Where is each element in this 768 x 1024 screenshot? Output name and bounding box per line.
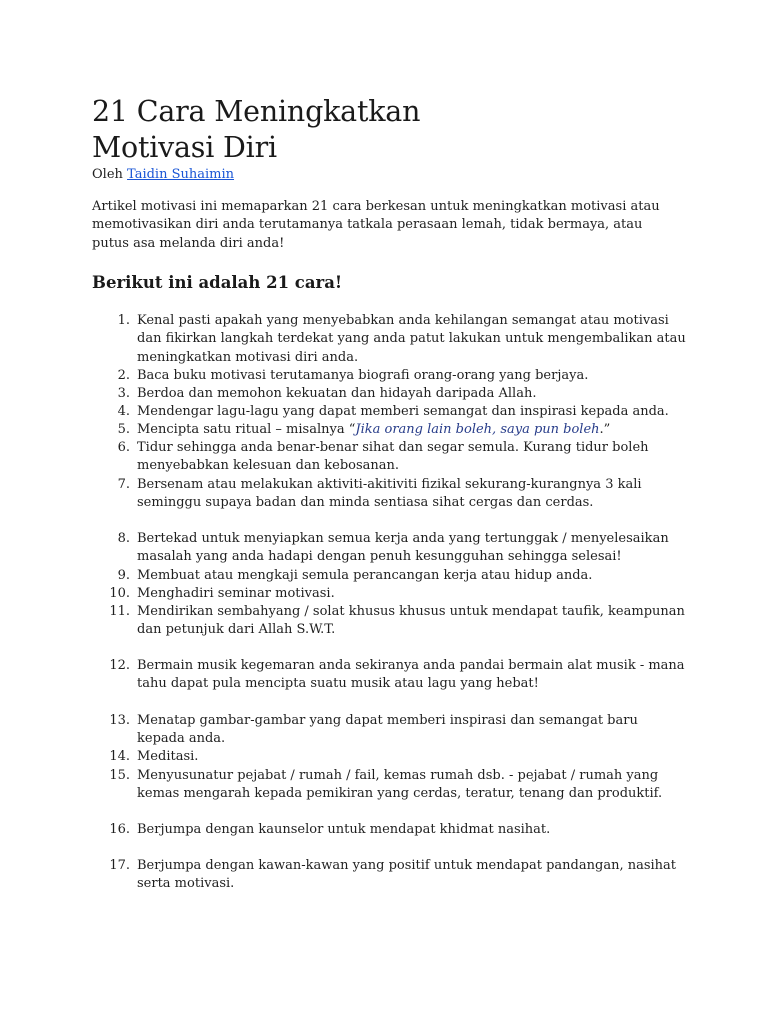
list-number: 14. (109, 749, 130, 764)
byline (92, 165, 234, 185)
title-line-1: 21 Cara Meningkatkan (92, 95, 421, 128)
list-text: Meditasi. (137, 749, 199, 764)
list-text: Menatap gambar-gambar yang dapat memberi inspirasi dan semangat baru kepada anda. (137, 713, 638, 747)
list-text: Berjumpa dengan kaunselor untuk mendapat khidmat nasihat. (137, 822, 551, 837)
list-number: 1. (117, 313, 130, 328)
author-link[interactable]: Taidin Suhaimin (127, 167, 235, 182)
list-number: 5. (117, 422, 130, 437)
list-text: Bersenam atau melakukan aktiviti-akitiviti fizikal sekurang-kurangnya 3 kali seminggu supaya badan dan minda sentiasa sihat cergas dan cerdas. (137, 477, 642, 511)
ritual-text-end: .” (599, 422, 611, 437)
title-line-2: Motivasi Diri (92, 131, 277, 164)
list-number: 9. (117, 568, 130, 583)
list-text: Kenal pasti apakah yang menyebabkan anda kehilangan semangat atau motivasi dan fikirkan langkah terdekat yang anda patut lakukan untuk mengembalikan atau meningkatkan motivasi diri anda. (137, 313, 686, 365)
list-number: 2. (117, 368, 130, 383)
list-text: Bermain musik kegemaran anda sekiranya anda pandai bermain alat musik - mana tahu dapat pula mencipta suatu musik atau lagu yang hebat! (137, 658, 685, 692)
list-text: Berjumpa dengan kawan-kawan yang positif untuk mendapat pandangan, nasihat serta motivasi. (137, 858, 677, 892)
list-text: Bertekad untuk menyiapkan semua kerja anda yang tertunggak / menyelesaikan masalah yang anda hadapi dengan penuh kesungguhan sehingga selesai! (137, 531, 669, 565)
list-number: 4. (117, 404, 130, 419)
list-number: 7. (117, 477, 130, 492)
list-text (137, 421, 687, 439)
list-text: Mendengar lagu-lagu yang dapat memberi semangat dan inspirasi kepada anda. (137, 404, 669, 419)
article-title (92, 94, 420, 166)
ritual-quote: Jika orang lain boleh, saya pun boleh (355, 422, 600, 437)
list-number: 8. (117, 531, 130, 546)
list-number: 17. (109, 858, 130, 873)
list-text: Tidur sehingga anda benar-benar sihat dan segar semula. Kurang tidur boleh menyebabkan kelesuan dan kebosanan. (137, 440, 649, 474)
list-text: Baca buku motivasi terutamanya biografi orang-orang yang berjaya. (137, 368, 589, 383)
list-text: Menyusunatur pejabat / rumah / fail, kemas rumah dsb. - pejabat / rumah yang kemas mengarah kepada pemikiran yang cerdas, teratur, tenang dan produktif. (137, 768, 663, 802)
list-number: 10. (109, 586, 130, 601)
list-number: 16. (109, 822, 130, 837)
list-number: 6. (117, 440, 130, 455)
list-text: Menghadiri seminar motivasi. (137, 586, 335, 601)
list-text: Berdoa dan memohon kekuatan dan hidayah daripada Allah. (137, 386, 537, 401)
ritual-text: Mencipta satu ritual – misalnya “ (137, 422, 356, 437)
list-number: 11. (109, 604, 130, 619)
list-text: Mendirikan sembahyang / solat khusus khusus untuk mendapat taufik, keampunan dan petunjuk dari Allah S.W.T. (137, 604, 685, 638)
list-number: 3. (117, 386, 130, 401)
list-number: 12. (109, 658, 130, 673)
byline-prefix: Oleh (92, 167, 123, 182)
list-text: Membuat atau mengkaji semula perancangan kerja atau hidup anda. (137, 568, 593, 583)
list-number: 15. (109, 768, 130, 783)
list-number: 13. (109, 713, 130, 728)
intro-paragraph: Artikel motivasi ini memaparkan 21 cara berkesan untuk meningkatkan motivasi atau memotivasikan diri anda terutamanya tatkala perasaan lemah, tidak bermaya, atau putus asa melanda diri anda! (92, 199, 660, 251)
list-heading: Berikut ini adalah 21 cara! (92, 273, 343, 292)
